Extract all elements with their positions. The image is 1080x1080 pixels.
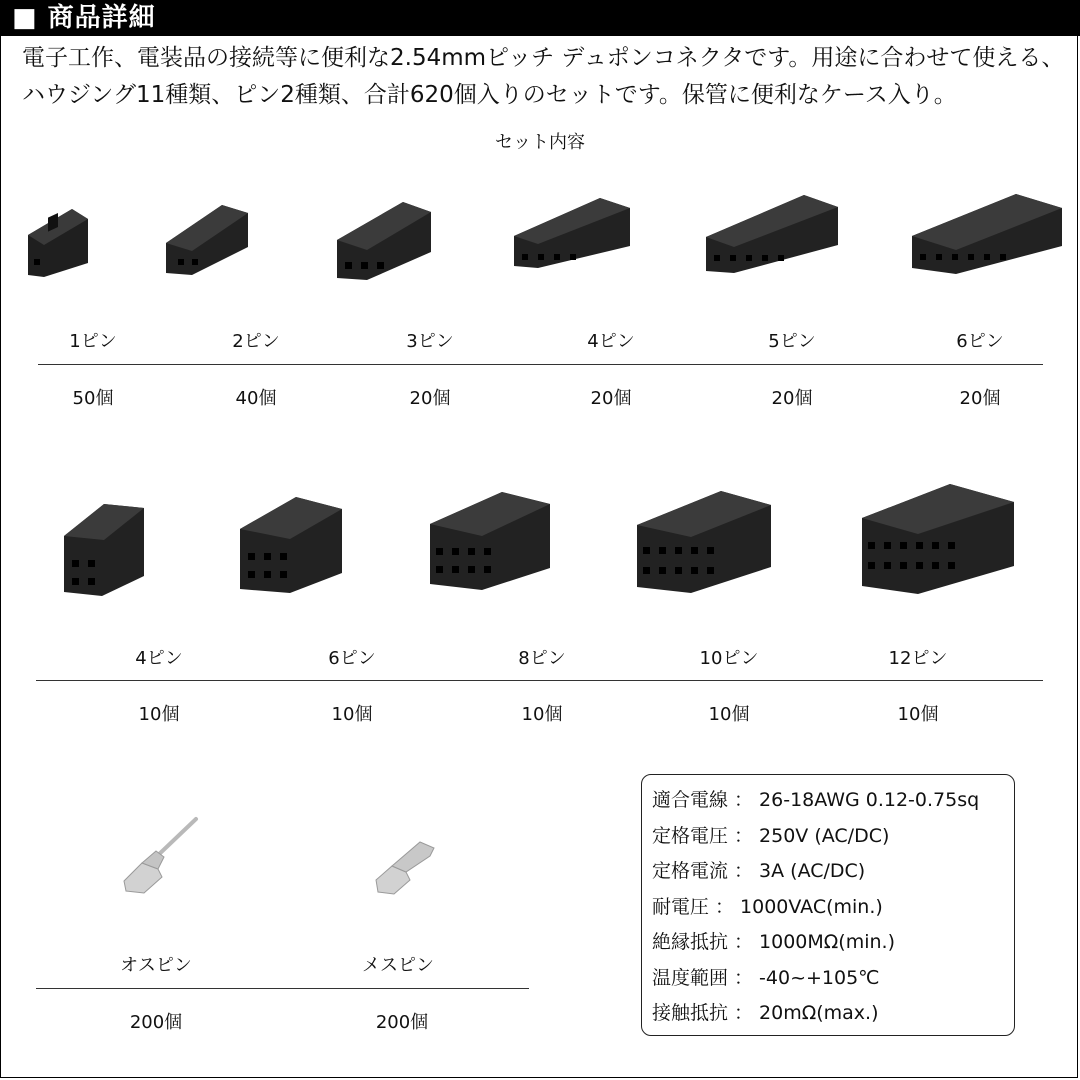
row2-name-2: 6ピン [328, 648, 376, 669]
description-line-2: ハウジング11種類、ピン2種類、合計620個入りのセットです。保管に便利なケース入り。 [22, 82, 957, 108]
row1-count-2: 40個 [235, 388, 277, 409]
spec-row [652, 854, 1014, 890]
row1-count-5: 20個 [771, 388, 813, 409]
spec-key: 耐電圧 [652, 895, 710, 918]
housing-8pin-dual-image [430, 490, 552, 590]
housing-2pin-image [166, 203, 250, 275]
spec-value: 250V (AC/DC) [759, 824, 890, 847]
spec-separator: ： [734, 966, 754, 989]
pins-divider [36, 988, 529, 989]
description-line-1: 電子工作、電装品の接続等に便利な2.54mmピッチ デュポンコネクタです。用途に合わせて使える、 [22, 45, 1065, 71]
row1-name-6: 6ピン [956, 331, 1004, 352]
specifications-box [641, 774, 1015, 1036]
housing-5pin-image [706, 193, 840, 273]
row2-divider [36, 680, 1043, 681]
spec-key: 接触抵抗 [652, 1002, 729, 1024]
housing-10pin-dual-image [637, 489, 773, 593]
housing-6pin-image [912, 192, 1064, 274]
housing-12pin-dual-image [862, 482, 1016, 594]
row1-name-4: 4ピン [587, 331, 635, 352]
header-bar [0, 0, 1080, 36]
spec-row [652, 783, 1014, 819]
spec-key: 温度範囲 [652, 966, 729, 989]
section-title: ■ 商品詳細 [12, 3, 156, 33]
spec-value: -40~+105℃ [759, 966, 880, 989]
housing-4pin-image [514, 196, 632, 268]
row1-divider [38, 364, 1043, 365]
pin-name-male: オスピン [120, 955, 192, 976]
housing-4pin-dual-image [64, 500, 146, 596]
spec-key: 定格電圧 [652, 824, 729, 847]
row1-name-5: 5ピン [768, 331, 816, 352]
row2-name-3: 8ピン [518, 648, 566, 669]
row1-count-6: 20個 [959, 388, 1001, 409]
pin-count-female: 200個 [375, 1012, 429, 1033]
pin-count-male: 200個 [129, 1012, 183, 1033]
spec-row [652, 819, 1014, 855]
spec-value: 1000MΩ(min.) [759, 931, 895, 953]
row2-count-2: 10個 [331, 704, 373, 725]
row1-name-1: 1ピン [69, 331, 117, 352]
spec-key: 定格電流 [652, 860, 729, 882]
spec-key: 絶縁抵抗 [652, 931, 729, 953]
row2-count-3: 10個 [521, 704, 563, 725]
pin-name-female: メスピン [362, 955, 434, 976]
row2-count-1: 10個 [138, 704, 180, 725]
row1-count-3: 20個 [409, 388, 451, 409]
housing-1pin-image [28, 205, 92, 280]
row2-count-5: 10個 [897, 704, 939, 725]
spec-key: 適合電線 [652, 789, 729, 811]
spec-separator: ： [715, 895, 735, 918]
row2-name-1: 4ピン [135, 648, 183, 669]
spec-row [652, 925, 1014, 961]
spec-row [652, 961, 1014, 997]
spec-row [652, 890, 1014, 926]
spec-value: 3A (AC/DC) [759, 860, 866, 882]
spec-separator: ： [734, 860, 754, 882]
row1-name-2: 2ピン [232, 331, 280, 352]
housing-6pin-dual-image [240, 495, 344, 593]
spec-separator: ： [734, 1002, 754, 1024]
housing-3pin-image [337, 200, 433, 280]
spec-separator: ： [734, 931, 754, 953]
row2-name-4: 10ピン [699, 648, 759, 669]
spec-value: 20mΩ(max.) [759, 1002, 879, 1024]
row1-count-4: 20個 [590, 388, 632, 409]
spec-separator: ： [734, 789, 754, 811]
female-pin-image [372, 830, 442, 896]
spec-separator: ： [734, 824, 754, 847]
row2-name-5: 12ピン [888, 648, 948, 669]
product-description [22, 40, 1072, 114]
male-pin-image [120, 815, 200, 895]
row1-name-3: 3ピン [406, 331, 454, 352]
row2-count-4: 10個 [708, 704, 750, 725]
spec-value: 1000VAC(min.) [740, 895, 883, 918]
spec-value: 26-18AWG 0.12-0.75sq [759, 789, 980, 811]
spec-row [652, 996, 1014, 1032]
set-contents-title: セット内容 [495, 132, 585, 153]
row1-count-1: 50個 [72, 388, 114, 409]
